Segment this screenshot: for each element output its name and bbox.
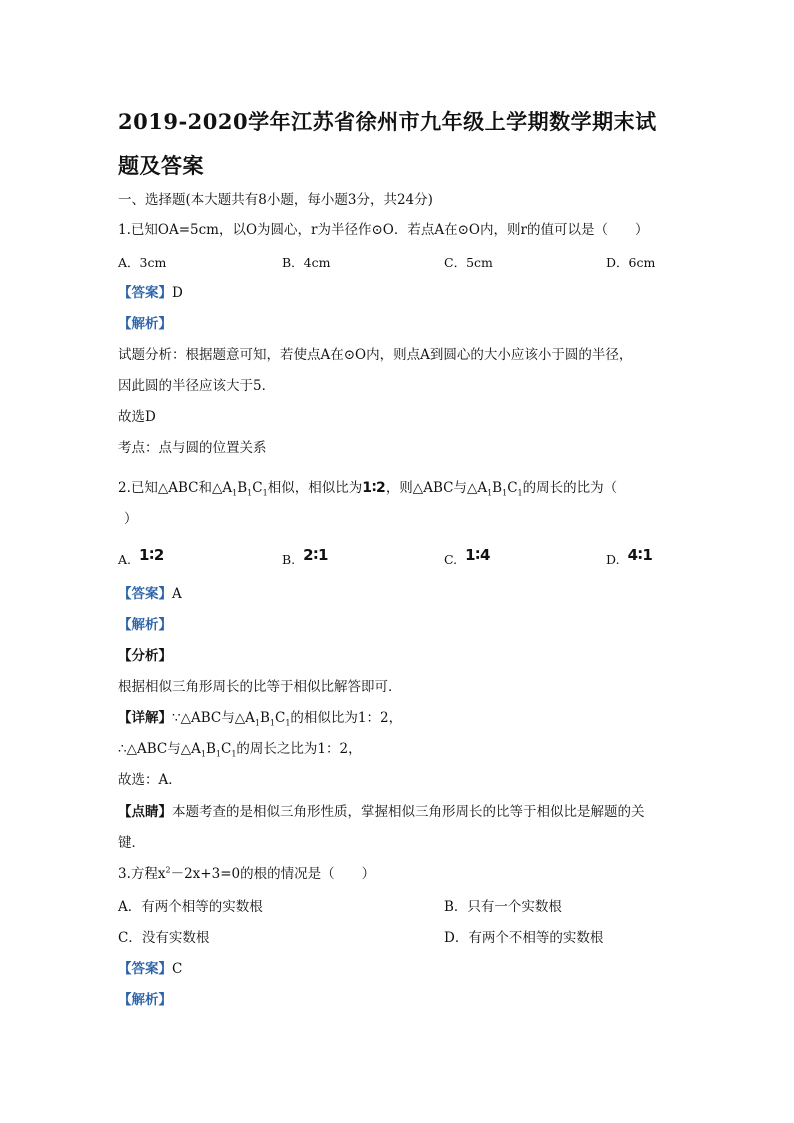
fenxi-tag: 【分析】 <box>118 648 172 664</box>
q2-option-b: B. 2∶1 <box>282 546 329 567</box>
q2-analysis-tag <box>118 613 172 633</box>
analysis-tag: 【解析】 <box>118 992 172 1008</box>
q1-option-b: B．4cm <box>282 255 331 270</box>
q2-comment-line-2: 键． <box>118 835 145 851</box>
q2-option-a: A. 1∶2 <box>118 546 165 567</box>
detail-tag: 【详解】 <box>118 710 172 726</box>
q2-fenxi-tag <box>118 644 172 664</box>
q3-analysis-tag <box>118 988 172 1008</box>
q1-analysis-tag <box>118 312 172 332</box>
q2-therefore: ∴△ABC与$\triangle A_1B_1C_1$的周长之比为1：2， <box>118 741 362 759</box>
q3-option-a: A．有两个相等的实数根 <box>118 899 263 915</box>
answer-value: D <box>172 285 183 301</box>
answer-tag: 【答案】 <box>118 961 172 977</box>
q2-fenxi-text: 根据相似三角形周长的比等于相似比解答即可． <box>118 679 402 695</box>
analysis-tag: 【解析】 <box>118 316 172 332</box>
q3-option-c: C．没有实数根 <box>118 930 210 946</box>
q1-answer <box>118 281 183 301</box>
q1-analysis-line-2: 因此圆的半径应该大于5． <box>118 378 276 394</box>
answer-tag: 【答案】 <box>118 285 172 301</box>
answer-tag: 【答案】 <box>118 586 172 602</box>
q2-answer <box>118 582 182 602</box>
q2-stem: 2.已知△ABC和$\triangle A_1B_1C_1$相似，相似比为1∶2，则△ABC与$\triangle A_1B_1C_1$的周长的比为（ <box>118 480 618 498</box>
q2-choice: 故选：A． <box>118 772 182 788</box>
q3-option-d: D．有两个不相等的实数根 <box>444 930 604 946</box>
q2-comment: 【点睛】本题考查的是相似三角形性质，掌握相似三角形周长的比等于相似比是解题的关 <box>118 804 645 820</box>
comment-tag: 【点睛】 <box>118 804 172 820</box>
analysis-tag: 【解析】 <box>118 617 172 633</box>
q1-stem: 1.已知OA=5cm，以O为圆心，r为半径作⊙O．若点A在⊙O内，则r的值可以是（ ） <box>118 222 649 238</box>
answer-value: C <box>172 961 183 977</box>
q3-option-b: B．只有一个实数根 <box>444 899 562 915</box>
page-title: 2019-2020学年江苏省徐州市九年级上学期数学期末试题及答案 <box>118 109 657 178</box>
section-heading: 一、选择题(本大题共有8小题，每小题3分，共24分) <box>118 192 433 208</box>
q2-option-c: C. 1∶4 <box>444 546 491 567</box>
q1-option-d: D．6cm <box>606 255 656 270</box>
q2-stem-line-2: ） <box>124 511 138 527</box>
q2-option-d: D. 4∶1 <box>606 546 653 567</box>
q1-analysis-line-1: 试题分析：根据题意可知，若使点A在⊙O内，则点A到圆心的大小应该小于圆的半径， <box>118 347 633 363</box>
answer-value: A <box>172 586 182 602</box>
q1-option-c: C．5cm <box>444 255 493 270</box>
q3-answer <box>118 957 182 977</box>
q3-stem: 3.方程$x^2-2x+3=0$的根的情况是（ ） <box>118 865 376 882</box>
q1-choice: 故选D <box>118 409 156 425</box>
q2-detail: 【详解】∵△ABC与$\triangle A_1B_1C_1$的相似比为1：2， <box>118 710 403 728</box>
q1-knowledge-point: 考点：点与圆的位置关系 <box>118 440 267 456</box>
q1-option-a: A．3cm <box>118 255 167 270</box>
q2-stem-ratio: 1∶2 <box>362 480 386 496</box>
